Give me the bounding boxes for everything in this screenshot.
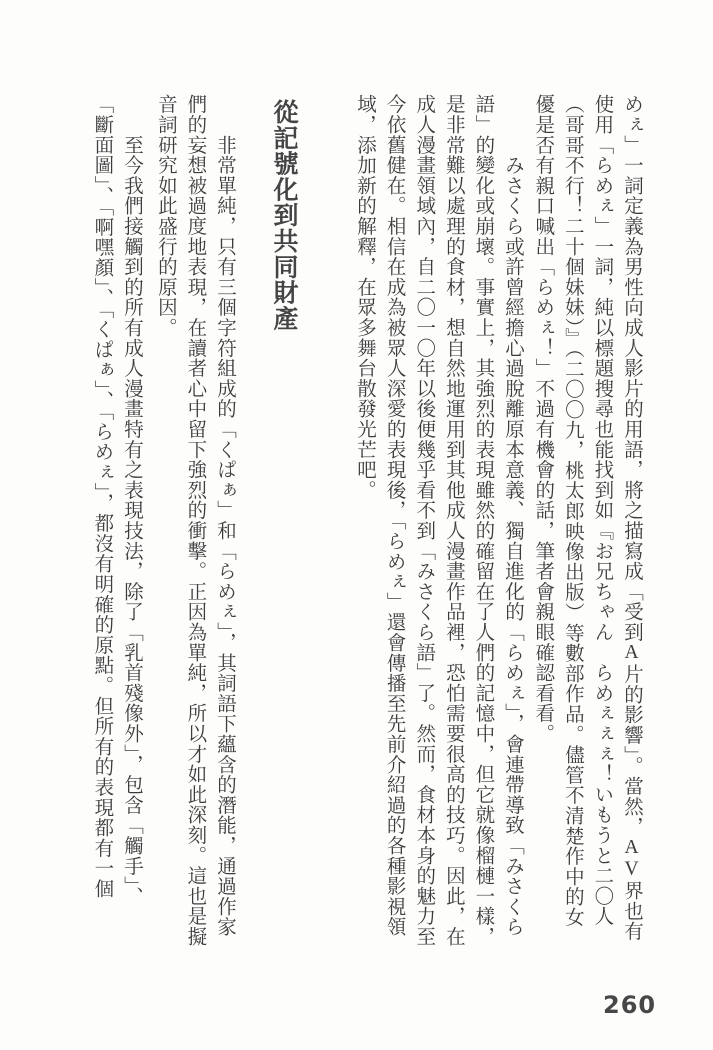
text-column: めぇ」一詞定義為男性向成人影片的用語，將之描寫成「受到A片的影響」。當然，AV界也有 [621, 94, 642, 942]
text-column: 是非常難以處理的食材，想自然地運用到其他成人漫畫作品裡，恐怕需要很高的技巧。因此，在 [442, 94, 464, 947]
text-column: 今依舊健在。相信在成為被眾人深愛的表現後，「らめぇ」還會傳播至先前介紹過的各種影視領 [383, 94, 405, 937]
text-column: 至今我們接觸到的所有成人漫畫特有之表現技法，除了「乳首殘像外」，包含「觸手」、 [121, 94, 142, 907]
paragraph-continuation [528, 94, 646, 941]
text-column: 音詞研究如此盛行的原因。 [154, 94, 176, 338]
text-column: 成人漫畫領域內，自二〇一〇年以後便幾乎看不到「みさくら語」了。然而，食材本身的魅力至 [413, 94, 435, 947]
text-column: みさくら或許曾經擔心過脫離原本意義、獨自進化的「らめぇ」，會連帶導致「みさくら [502, 94, 523, 937]
paragraph [349, 94, 527, 947]
text-column: 使用「らめぇ」一詞，純以標題搜尋也能找到如『お兄ちゃん らめぇぇぇ！いもうと二〇人 [591, 94, 613, 927]
text-column: 域，添加新的解釋，在眾多舞台散發光芒吧。 [354, 94, 376, 500]
text-column: 優是否有親口喊出「らめぇ！」不過有機會的話，筆者會親眼確認看看。 [532, 94, 554, 744]
section-heading: 從記號化到共同財產 [270, 99, 298, 332]
text-column: 們的妄想被過度地表現，在讀者心中留下強烈的衝擊。正因為單純，所以才如此深刻。這也是擬 [184, 94, 206, 947]
text-column: 非常單純，只有三個字符組成的「くぱぁ」和「らめぇ」，其詞語下蘊含的潛能，通過作家 [214, 94, 235, 937]
text-column: （哥哥不行！二十個妹妹）』（二〇〇九，桃太郎映像出版）等數部作品。儘管不清楚作中的女 [561, 94, 583, 928]
paragraph [150, 94, 239, 947]
page-number: 260 [603, 991, 657, 1019]
text-column: 語」的變化或崩壞。事實上，其強烈的表現雖然的確留在了人們的記憶中，但它就像榴槤一樣， [472, 94, 494, 947]
paragraph [87, 94, 146, 907]
text-column: 「斷面圖」、「啊嘿顏」、「くぱぁ」、「らめぇ」，都沒有明確的原點。但所有的表現都有一個 [91, 94, 113, 899]
